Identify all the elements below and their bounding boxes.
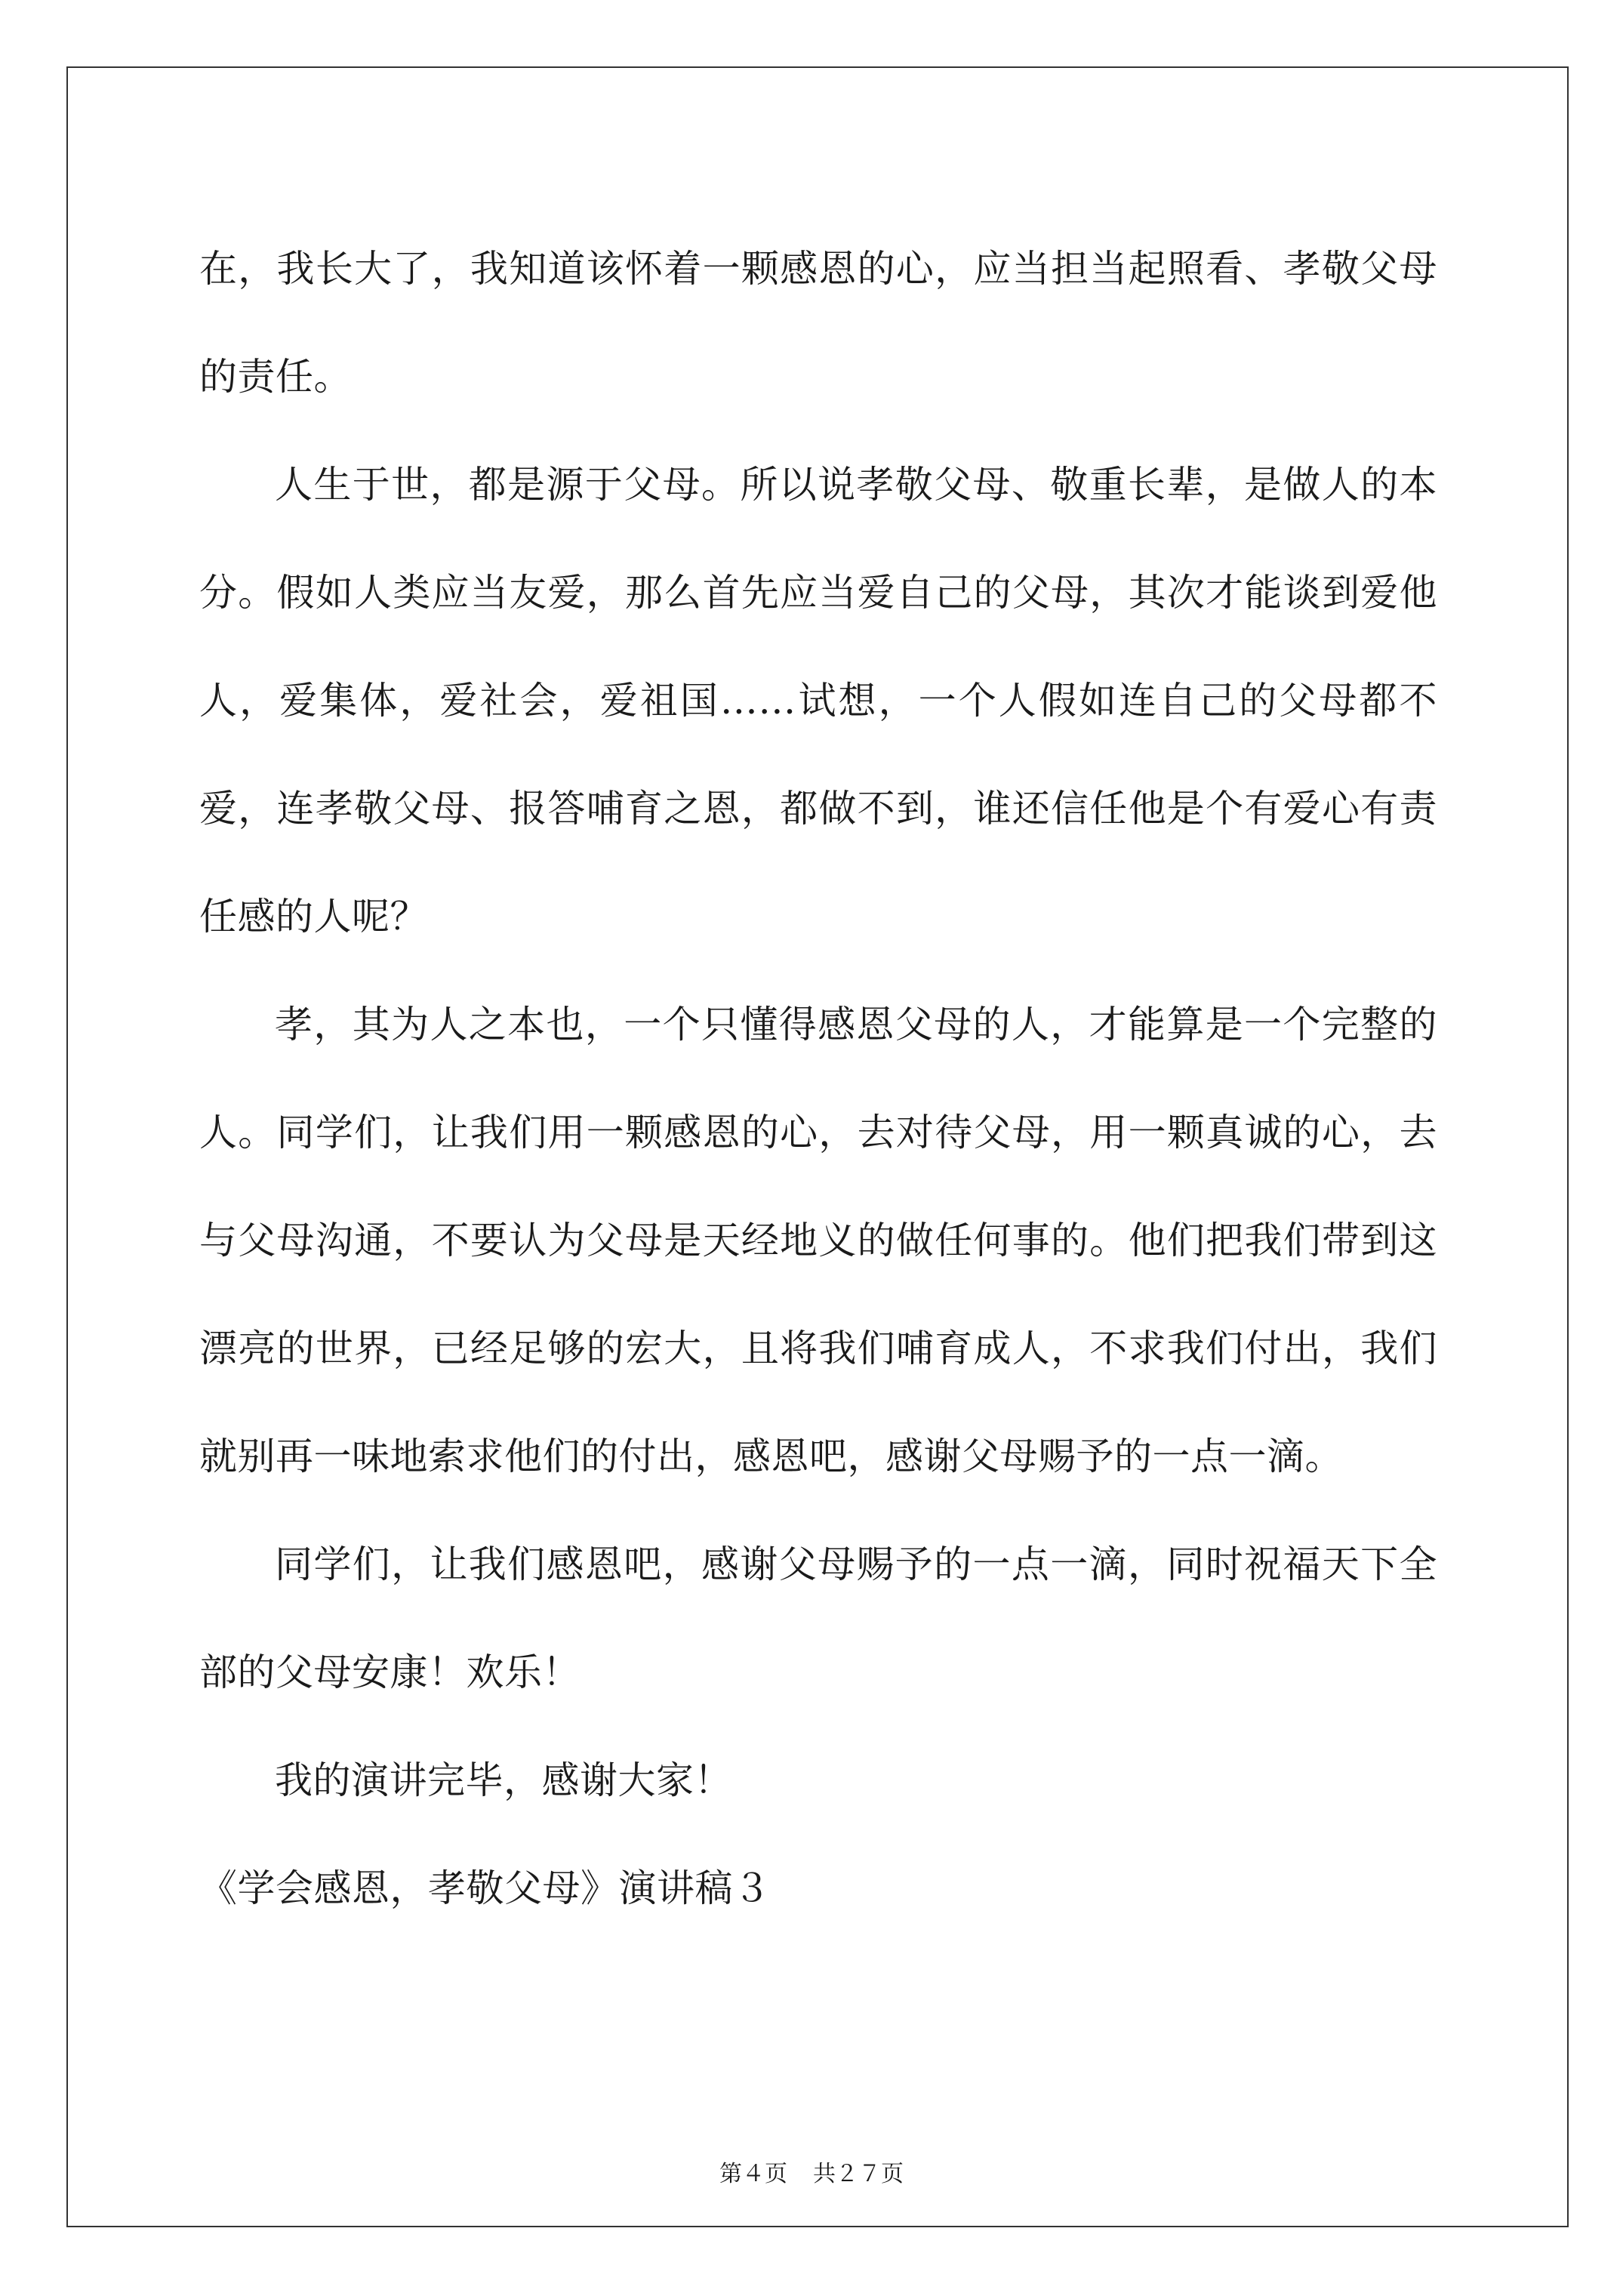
paragraph-2: 人生于世，都是源于父母。所以说孝敬父母、敬重长辈，是做人的本分。假如人类应当友爱，那么首先应当爱自己的父母，其次才能谈到爱他人，爱集体，爱社会，爱祖国……试想，一个人假如连自己的父母都不爱，连孝敬父母、报答哺育之恩，都做不到，谁还信任他是个有爱心有责任感的人呢？	[199, 463, 1437, 938]
paragraph-3: 孝，其为人之本也，一个只懂得感恩父母的人，才能算是一个完整的人。同学们，让我们用一颗感恩的心，去对待父母，用一颗真诚的心，去与父母沟通，不要认为父母是天经地义的做任何事的。他们把我们带到这漂亮的世界，已经足够的宏大，且将我们哺育成人，不求我们付出，我们就别再一味地索求他们的付出，感恩吧，感谢父母赐予的一点一滴。	[199, 1003, 1437, 1478]
page-footer	[0, 2155, 1623, 2188]
paragraph-4: 同学们，让我们感恩吧，感谢父母赐予的一点一滴，同时祝福天下全部的父母安康！欢乐！	[199, 1542, 1437, 1694]
next-section-heading: 《学会感恩，孝敬父母》演讲稿３	[199, 1866, 771, 1910]
page-number: 第４页	[719, 2161, 787, 2187]
paragraph-1: 在，我长大了，我知道该怀着一颗感恩的心，应当担当起照看、孝敬父母的责任。	[199, 247, 1437, 399]
document-body	[199, 215, 1437, 1943]
paragraph-5: 我的演讲完毕，感谢大家！	[275, 1758, 732, 1802]
page-total: 共２７页	[813, 2161, 904, 2187]
